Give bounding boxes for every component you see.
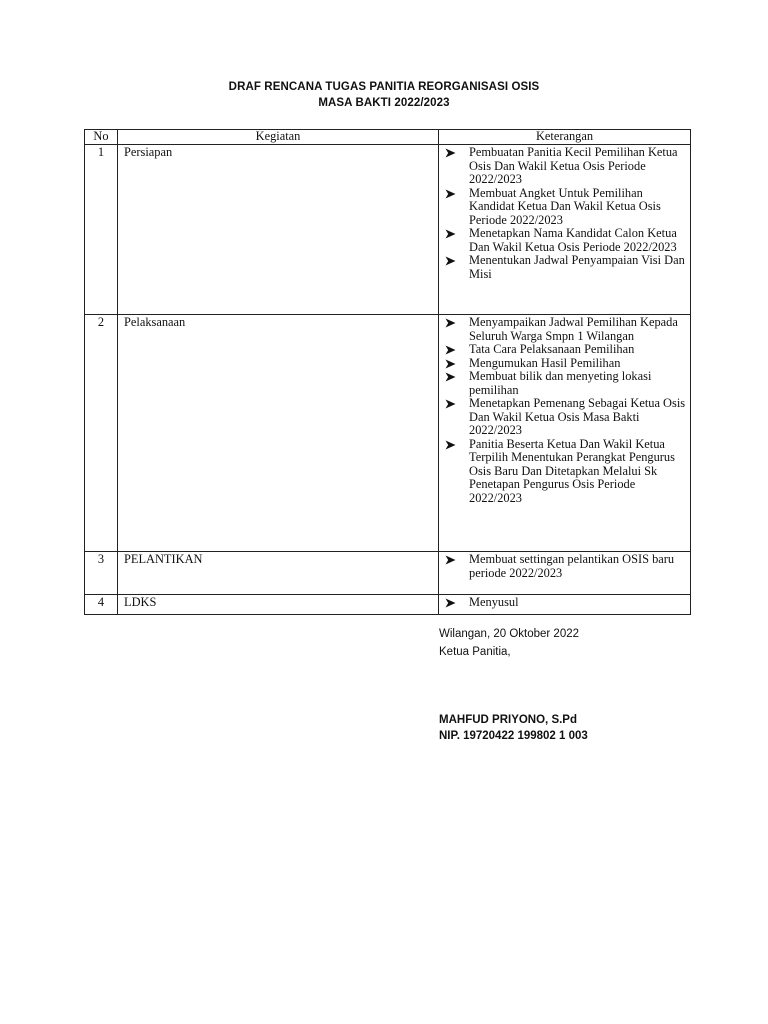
list-item-text: Menetapkan Nama Kandidat Calon Ketua Dan Wakil Ketua Osis Periode 2022/2023 xyxy=(469,226,677,254)
list-item-text: Membuat bilik dan menyeting lokasi pemilihan xyxy=(469,369,652,397)
arrowhead-bullet-icon xyxy=(445,399,456,409)
table-row xyxy=(85,145,691,315)
list-item-text: Menyampaikan Jadwal Pemilihan Kepada Seluruh Warga Smpn 1 Wilangan xyxy=(469,315,678,343)
list-item-text: Pembuatan Panitia Kecil Pemilihan Ketua Osis Dan Wakil Ketua Osis Periode 2022/2023 xyxy=(469,145,678,186)
list-item-text: Menetapkan Pemenang Sebagai Ketua Osis Dan Wakil Ketua Osis Masa Bakti 2022/2023 xyxy=(469,396,686,437)
table-header-row xyxy=(85,130,691,145)
keterangan-list xyxy=(445,553,686,580)
list-item xyxy=(445,227,686,254)
arrowhead-bullet-icon xyxy=(445,148,456,158)
list-item xyxy=(445,438,686,506)
table-row xyxy=(85,595,691,615)
row-number: 3 xyxy=(85,552,118,595)
row-keterangan xyxy=(439,595,691,615)
arrowhead-bullet-icon xyxy=(445,229,456,239)
list-item-text: Tata Cara Pelaksanaan Pemilihan xyxy=(469,342,635,356)
list-item xyxy=(445,254,686,281)
row-number: 2 xyxy=(85,315,118,552)
arrowhead-bullet-icon xyxy=(445,440,456,450)
list-item xyxy=(445,357,686,371)
activity-table xyxy=(84,129,691,615)
keterangan-list xyxy=(445,146,686,281)
list-item xyxy=(445,553,686,580)
list-item xyxy=(445,187,686,228)
arrowhead-bullet-icon xyxy=(445,345,456,355)
place-date: Wilangan, 20 Oktober 2022 xyxy=(439,628,580,640)
row-keterangan xyxy=(439,552,691,595)
list-item-text: Menyusul xyxy=(469,595,519,609)
arrowhead-bullet-icon xyxy=(445,318,456,328)
table-row xyxy=(85,552,691,595)
list-item xyxy=(445,343,686,357)
list-item xyxy=(445,370,686,397)
row-kegiatan: Persiapan xyxy=(118,145,439,315)
arrowhead-bullet-icon xyxy=(445,598,456,608)
list-item-text: Menentukan Jadwal Penyampaian Visi Dan Misi xyxy=(469,253,685,281)
list-item-text: Mengumukan Hasil Pemilihan xyxy=(469,355,621,370)
list-item xyxy=(445,397,686,438)
arrowhead-bullet-icon xyxy=(445,189,456,199)
arrowhead-bullet-icon xyxy=(445,359,456,369)
list-item-text: Panitia Beserta Ketua Dan Wakil Ketua Terpilih Menentukan Perangkat Pengurus Osis Baru Dan Ditetapkan Melalui Sk Penetapan Pengurus Osis Periode 2022/2023 xyxy=(469,436,675,505)
row-keterangan xyxy=(439,315,691,552)
signer-name: MAHFUD PRIYONO, S.Pd xyxy=(439,714,578,726)
list-item xyxy=(445,596,686,610)
keterangan-list xyxy=(445,316,686,505)
list-item xyxy=(445,146,686,187)
list-item-text: Membuat Angket Untuk Pemilihan Kandidat Ketua Dan Wakil Ketua Osis Periode 2022/2023 xyxy=(469,185,661,227)
arrowhead-bullet-icon xyxy=(445,372,456,382)
arrowhead-bullet-icon xyxy=(445,256,456,266)
list-item-text: Membuat settingan pelantikan OSIS baru periode 2022/2023 xyxy=(469,552,675,580)
signer-nip: NIP. 19720422 199802 1 003 xyxy=(439,730,588,742)
table-row xyxy=(85,315,691,552)
row-kegiatan: LDKS xyxy=(118,595,439,615)
row-kegiatan: Pelaksanaan xyxy=(118,315,439,552)
row-kegiatan: PELANTIKAN xyxy=(118,552,439,595)
keterangan-list xyxy=(445,596,686,610)
row-number: 1 xyxy=(85,145,118,315)
document-subtitle: MASA BAKTI 2022/2023 xyxy=(318,97,450,109)
row-number: 4 xyxy=(85,595,118,615)
arrowhead-bullet-icon xyxy=(445,555,456,565)
header-keterangan: Keterangan xyxy=(439,130,691,145)
list-item xyxy=(445,316,686,343)
document-title: DRAF RENCANA TUGAS PANITIA REORGANISASI OSIS xyxy=(228,81,540,93)
row-keterangan xyxy=(439,145,691,315)
signer-role: Ketua Panitia, xyxy=(439,646,511,658)
header-kegiatan: Kegiatan xyxy=(118,130,439,145)
header-no: No xyxy=(85,130,118,145)
